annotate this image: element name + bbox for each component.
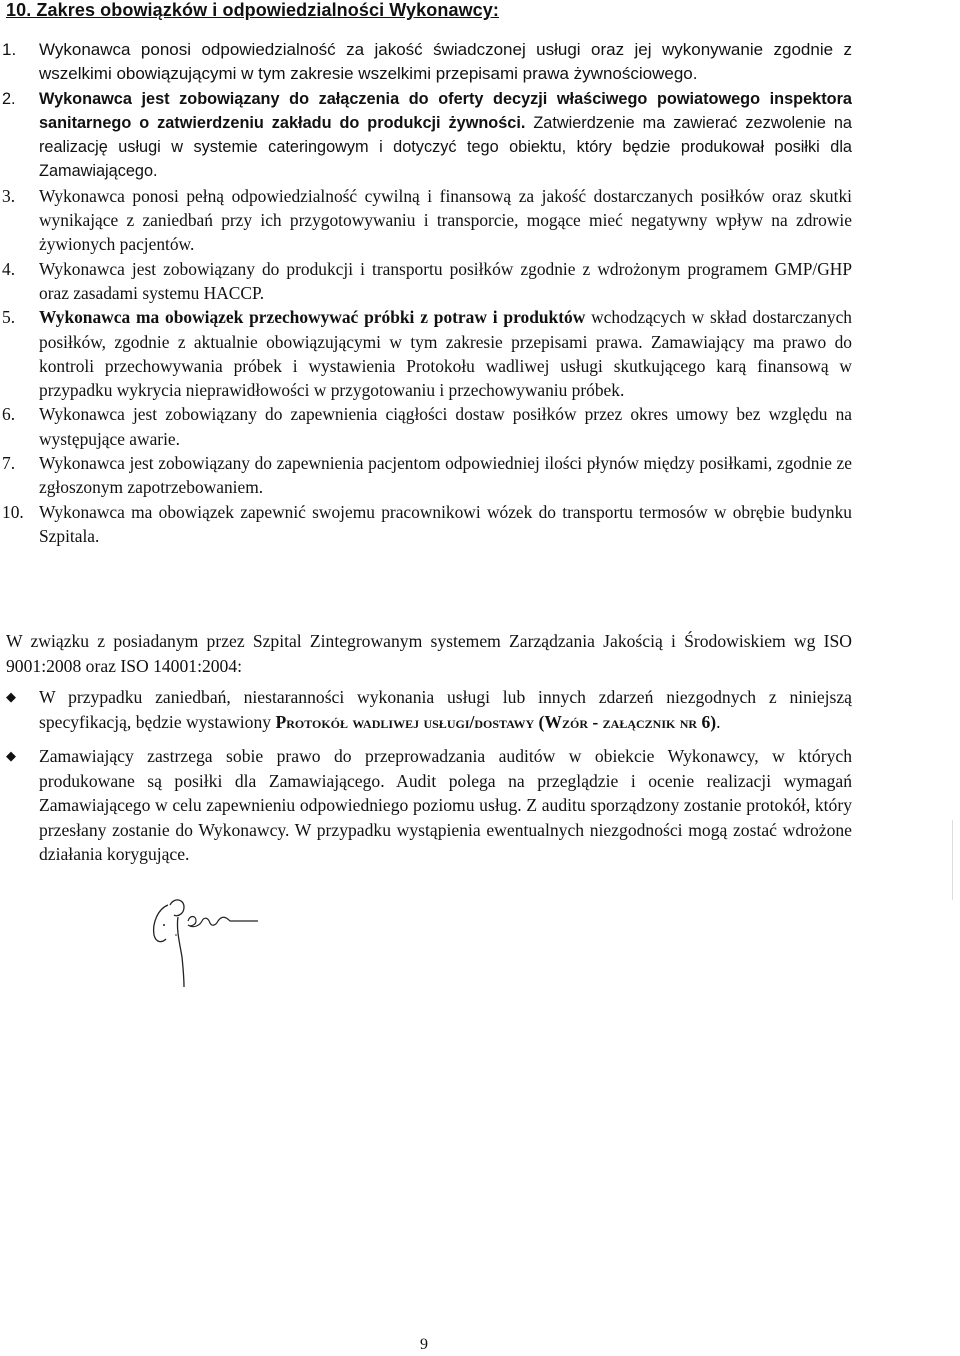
- list-item: [2, 402, 852, 451]
- list-item: [2, 257, 852, 306]
- list-item: [2, 451, 852, 500]
- bullet-item: [6, 685, 852, 734]
- item-text: Wykonawca ponosi odpowiedzialność za jakość świadczonej usługi oraz jej wykonywanie zgodnie z wszelkimi obowiązującymi w tym zakresie wszelkimi przepisami prawa żywnościowego.: [39, 40, 852, 84]
- bullet-text: Zamawiający zastrzega sobie prawo do przeprowadzania auditów w obiekcie Wykonawcy, w których produkowane są posiłki dla Zamawiającego. Audit polega na przeglądzie i ocenie realizacji wymagań Zamawiającego w celu zapewnieniu odpowiedniego poziomu usług. Z auditu sporządzony zostanie protokół, który przesłany zostanie do Wykonawcy. W przypadku wystąpienia ewentualnych niezgodności mogą zostać wdrożone działania korygujące.: [39, 746, 852, 864]
- obligations-list: [2, 38, 852, 548]
- section-heading: 10. Zakres obowiązków i odpowiedzialności Wykonawcy:: [6, 0, 499, 20]
- list-item: [2, 500, 852, 549]
- item-bold-text: Wykonawca ma obowiązek przechowywać próbki z potraw i produktów: [39, 307, 586, 328]
- handwritten-signature: [140, 895, 280, 995]
- item-number: 5.: [2, 307, 16, 328]
- list-item: [2, 184, 852, 257]
- item-text: Wykonawca jest zobowiązany do zapewnienia pacjentom odpowiedniej ilości płynów między posiłkami, zgodnie ze zgłoszonym zapotrzebowaniem.: [39, 453, 852, 498]
- diamond-bullet-icon: ◆: [6, 748, 16, 763]
- item-number: 7.: [2, 453, 16, 474]
- diamond-bullet-icon: ◆: [6, 689, 16, 704]
- item-text: Zatwierdzenie ma zawierać zezwolenie na realizację usługi w systemie cateringowym i dotyczyć tego obiektu, który będzie produkował posiłki dla Zamawiającego.: [39, 113, 852, 181]
- list-item: [2, 87, 852, 184]
- item-number: 1.: [2, 40, 17, 59]
- scan-artifact: [952, 820, 953, 900]
- bullet-bold-text: Protokół wadliwej usługi/dostawy (Wzór - załącznik nr 6): [275, 711, 717, 732]
- item-number: 3.: [2, 185, 16, 206]
- item-text: wchodzących w skład dostarczanych posiłków, zgodnie z aktualnie obowiązującymi w tym zakresie przepisami prawa. Zamawiający ma prawo do kontroli przechowywania próbek i wystawienia Protokołu wadliwej usługi skutkującego karą finansową w przypadku wykrycia nieprawidłowości w przygotowaniu i przechowywaniu próbek.: [39, 307, 852, 401]
- item-text: Wykonawca jest zobowiązany do zapewnienia ciągłości dostaw posiłków przez okres umowy bez względu na występujące awarie.: [39, 404, 852, 449]
- bullet-text: W przypadku zaniedbań, niestaranności wykonania usługi lub innych zdarzeń niezgodnych z niniejszą specyfikacją, będzie wystawiony: [39, 687, 852, 732]
- bullet-text-end: .: [716, 711, 721, 732]
- quality-system-intro: W związku z posiadanym przez Szpital Zintegrowanym systemem Zarządzania Jakością i Środowiskiem wg ISO 9001:2008 oraz ISO 14001:2004:: [6, 631, 852, 676]
- page-number: 9: [420, 1336, 428, 1353]
- item-bold-text: Wykonawca jest zobowiązany do załączenia do oferty decyzji właściwego powiatowego inspektora sanitarnego o zatwierdzeniu zakładu do produkcji żywności.: [39, 89, 852, 132]
- item-number: 2.: [2, 89, 16, 108]
- bullet-list: [6, 685, 852, 877]
- item-number: 10.: [2, 501, 24, 522]
- item-text: Wykonawca ma obowiązek zapewnić swojemu pracownikowi wózek do transportu termosów w obrębie budynku Szpitala.: [39, 501, 852, 546]
- item-number: 6.: [2, 404, 16, 425]
- list-item: [2, 305, 852, 402]
- item-text: Wykonawca jest zobowiązany do produkcji i transportu posiłków zgodnie z wdrożonym programem GMP/GHP oraz zasadami systemu HACCP.: [39, 258, 852, 303]
- bullet-item: [6, 744, 852, 867]
- item-text: Wykonawca ponosi pełną odpowiedzialność cywilną i finansową za jakość dostarczanych posiłków oraz skutki wynikające z zaniedbań przy ich przygotowywaniu i transporcie, mogące mieć negatywny wpływ na zdrowie żywionych pacjentów.: [39, 185, 852, 255]
- list-item: [2, 38, 852, 87]
- item-number: 4.: [2, 258, 16, 279]
